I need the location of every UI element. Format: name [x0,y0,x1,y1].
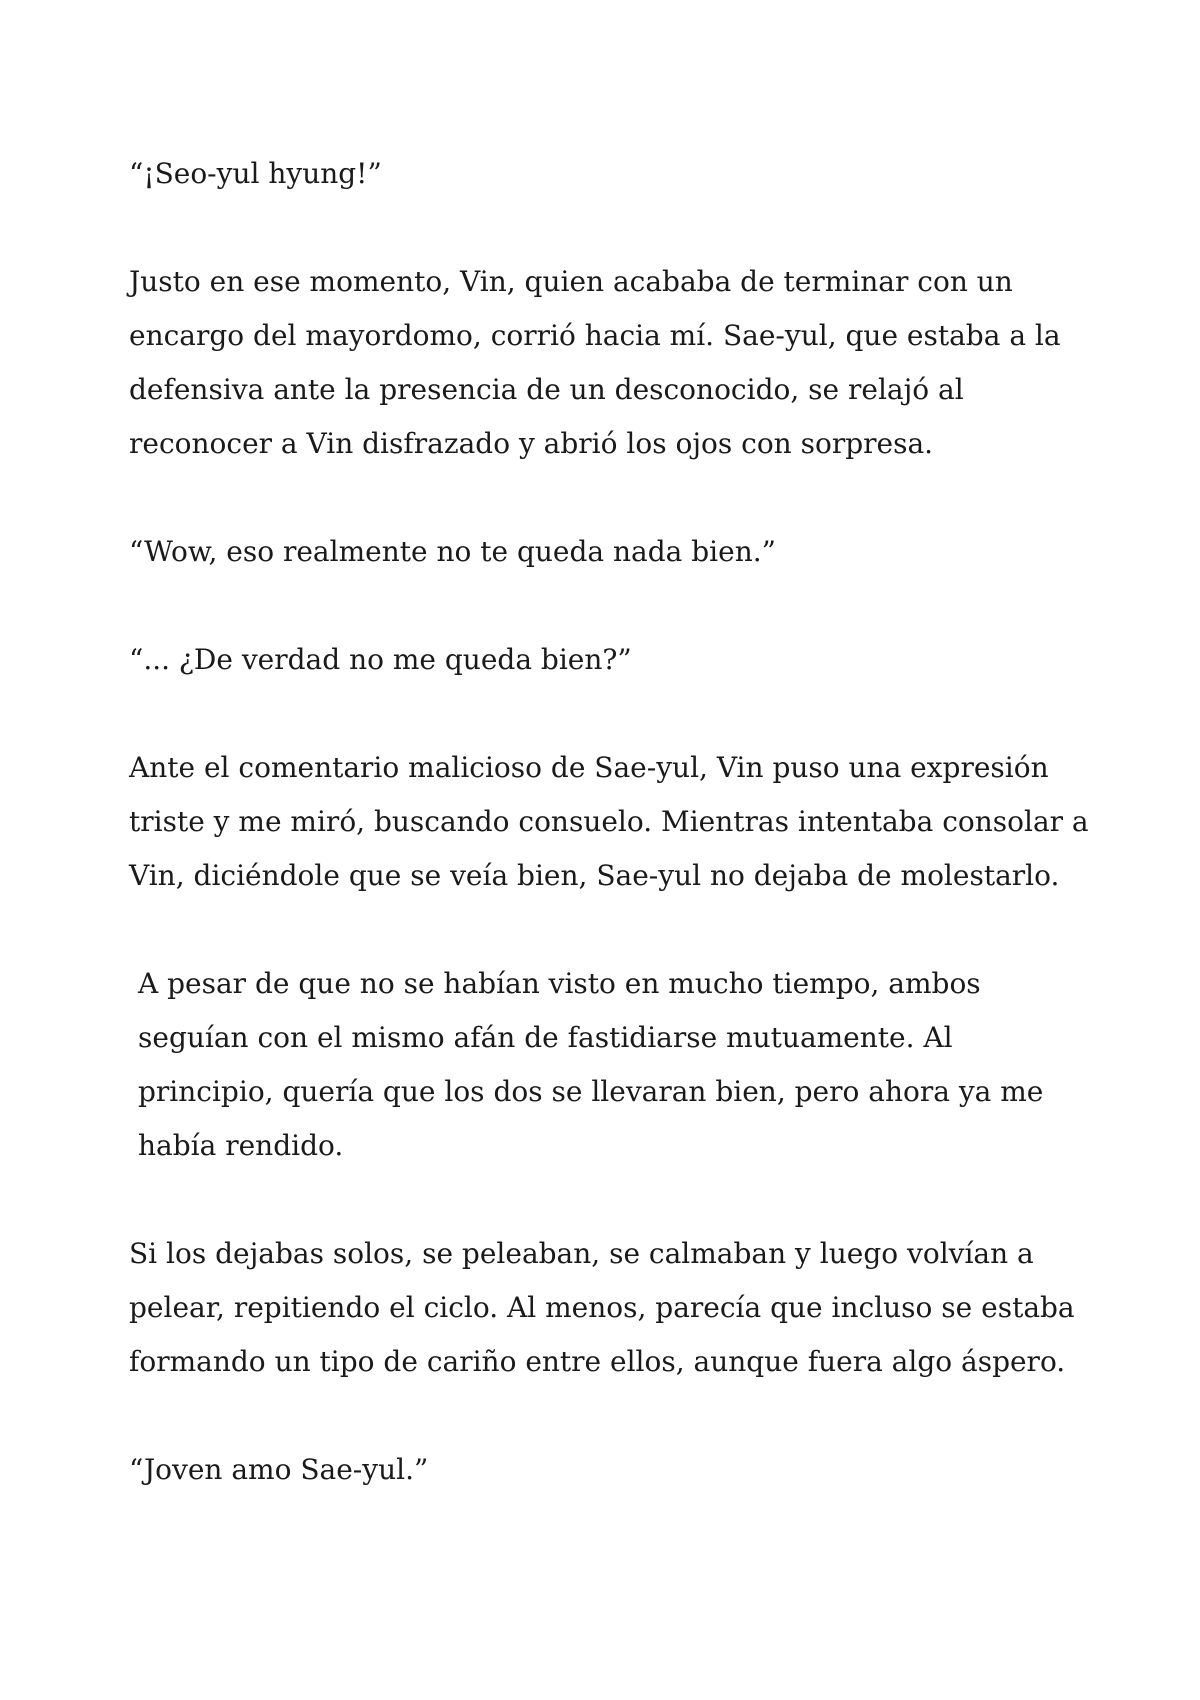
story-text [129,147,1089,1551]
paragraph-vin-arrives: Justo en ese momento, Vin, quien acababa de terminar con un encargo del mayordomo, corrió hacia mí. Sae-yul, que estaba a la defensiva ante la presencia de un desconocido, se relajó al reconocer a Vin disfrazado y abrió los ojos con sorpresa. [129,265,1061,460]
paragraph-si-los-dejabas: Si los dejabas solos, se peleaban, se calmaban y luego volvían a pelear, repitiendo el ciclo. Al menos, parecía que incluso se estaba formando un tipo de cariño entre ellos, aunque fuera algo áspero. [129,1237,1075,1378]
paragraph-comentario-malicioso: Ante el comentario malicioso de Sae-yul, Vin puso una expresión triste y me miró, buscando consuelo. Mientras intentaba consolar a Vin, diciéndole que se veía bien, Sae-yul no dejaba de molestarlo. [129,751,1089,892]
dialogue-de-verdad: “... ¿De verdad no me queda bien?” [129,643,632,676]
dialogue-joven-amo: “Joven amo Sae-yul.” [129,1453,429,1486]
dialogue-wow: “Wow, eso realmente no te queda nada bien.” [129,535,776,568]
paragraph-a-pesar: A pesar de que no se habían visto en mucho tiempo, ambos seguían con el mismo afán de fastidiarse mutuamente. Al principio, quería que los dos se llevaran bien, pero ahora ya me había rendido. [138,967,1044,1162]
dialogue-seo-yul-hyung: “¡Seo-yul hyung!” [129,157,382,190]
